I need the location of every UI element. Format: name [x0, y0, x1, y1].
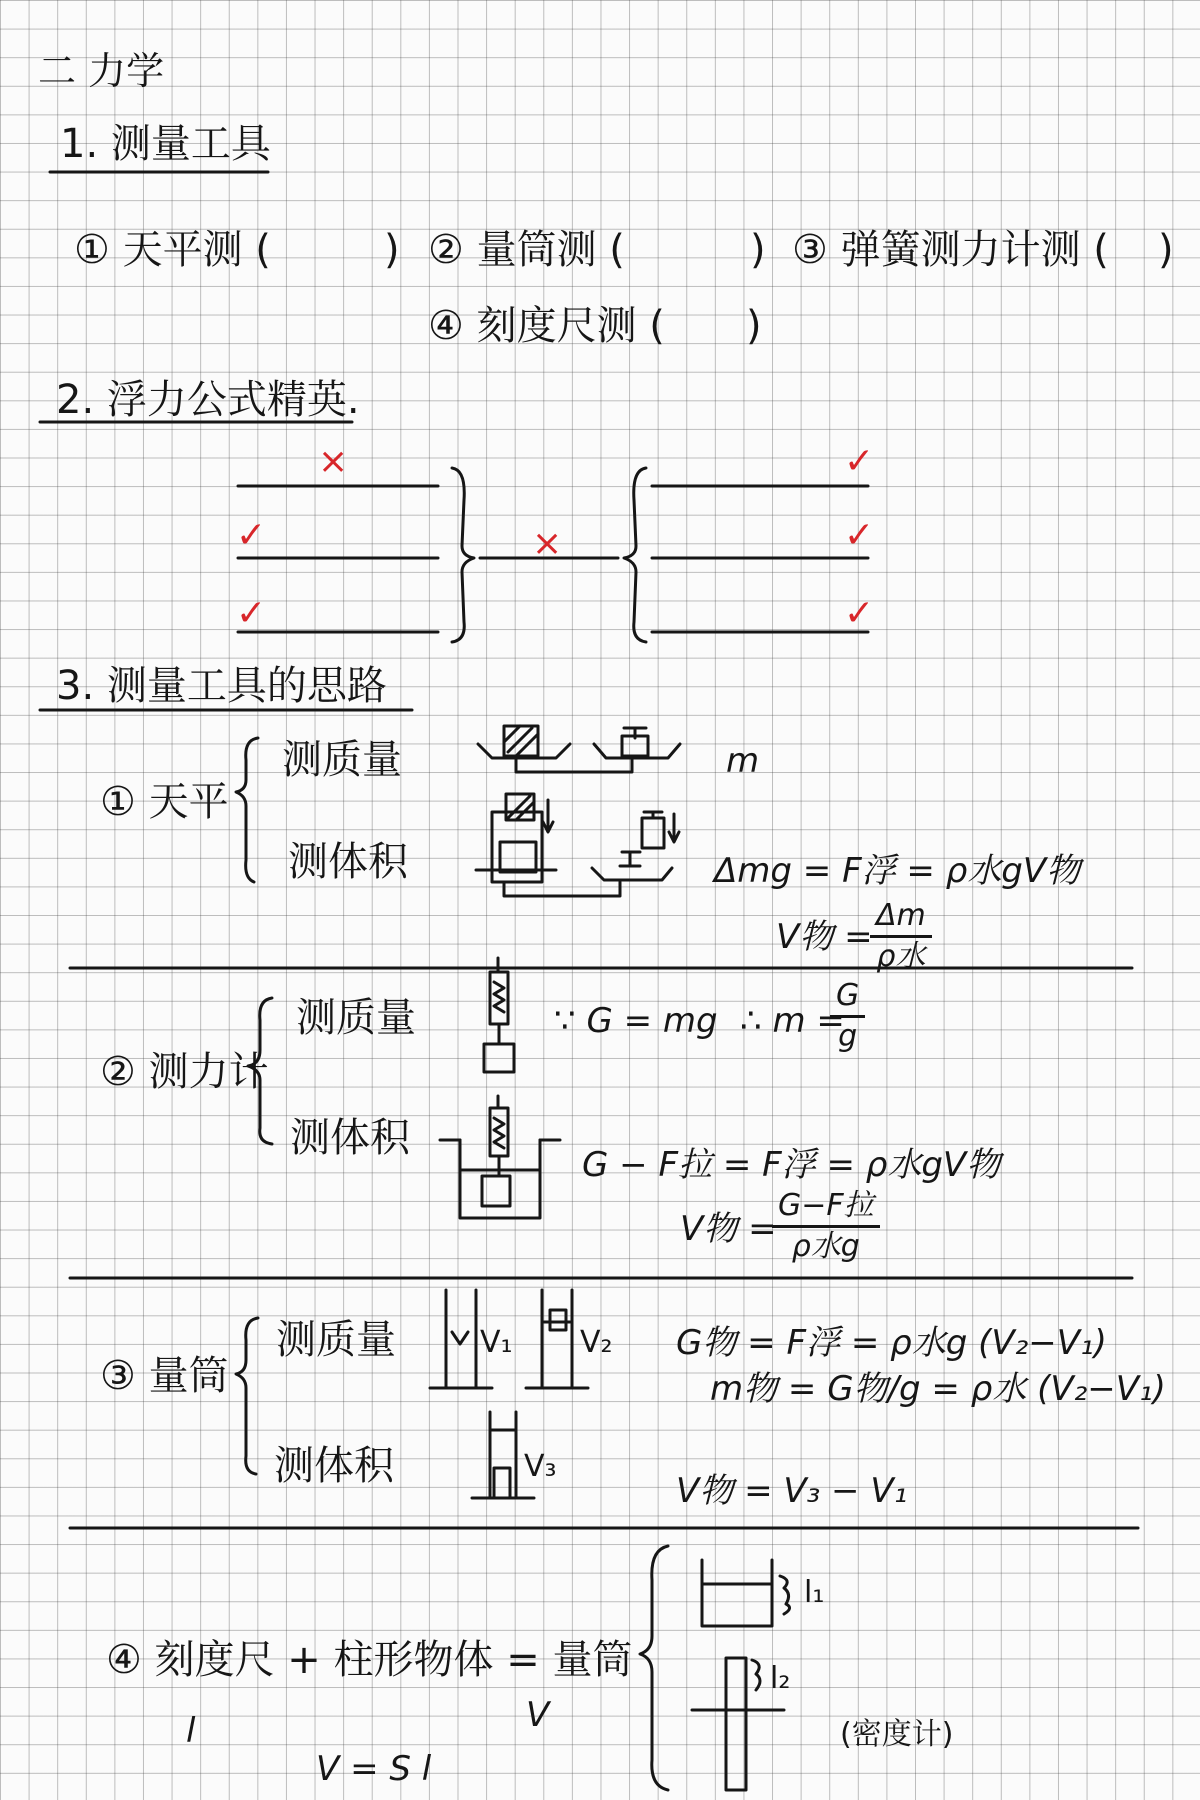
cylinder-v1-label: V₁: [480, 1325, 513, 1360]
mark-cross-1: ×: [318, 441, 349, 482]
cylinder-mass-label: 测质量: [276, 1317, 396, 1363]
mark-check-5: ✓: [844, 593, 875, 634]
ruler-note: (密度计): [840, 1717, 954, 1752]
spring-m-denominator: g: [838, 1018, 858, 1054]
balance-v-fraction: [870, 900, 932, 972]
ruler-l1: l₁: [804, 1575, 825, 1610]
mark-cross-2: ×: [532, 523, 563, 564]
spring-mass-label: 测质量: [296, 995, 416, 1041]
cylinder-eq2: m物 = G物/g = ρ水 (V₂−V₁): [710, 1369, 1166, 1409]
ruler-V: V: [526, 1695, 550, 1735]
ruler-l2: l₂: [770, 1661, 791, 1696]
ruler-line: ④ 刻度尺 + 柱形物体 = 量筒: [106, 1637, 633, 1683]
mark-check-3: ✓: [844, 441, 875, 482]
brace-ruler: [640, 1546, 668, 1790]
balance-volume-label: 测体积: [288, 839, 408, 885]
tool-spring-scale-close: ): [1158, 227, 1174, 273]
ruler-l: l: [186, 1711, 196, 1751]
balance-volume-diagram: [476, 794, 679, 896]
mark-check-4: ✓: [844, 515, 875, 556]
tool-ruler: ④ 刻度尺测 (: [428, 303, 665, 349]
tool-balance: ① 天平测 (: [74, 227, 271, 273]
container-diagram: [702, 1560, 790, 1626]
spring-m-numerator: G: [830, 980, 865, 1018]
section-title: 二 力学: [38, 49, 165, 93]
part1-title: 1. 测量工具: [60, 121, 271, 167]
spring-mass-diagram: [484, 958, 514, 1072]
balance-mass-diagram: [478, 726, 680, 772]
cylinder-v2-label: V₂: [580, 1325, 613, 1360]
cylinder-volume-label: 测体积: [274, 1443, 394, 1489]
balance-v-denominator: ρ水: [876, 938, 926, 974]
brace-cylinder: [236, 1318, 258, 1474]
spring-volume-diagram: [440, 1096, 560, 1218]
tool-spring-scale: ③ 弹簧测力计测 (: [792, 227, 1109, 273]
cylinder-eq1: G物 = F浮 = ρ水g (V₂−V₁): [676, 1323, 1107, 1363]
spring-eq2: G − F拉 = F浮 = ρ水gV物: [582, 1145, 1001, 1185]
mark-check-2: ✓: [236, 593, 267, 634]
cylinder-v2-diagram: [526, 1290, 588, 1388]
ruler-formula: V = S l: [316, 1749, 432, 1789]
balance-label: ① 天平: [100, 779, 229, 825]
brace-balance: [236, 738, 258, 882]
spring-v-denominator: ρ水g: [791, 1228, 860, 1264]
spring-v-fraction: [772, 1190, 880, 1262]
part2-title: 2. 浮力公式精英.: [56, 377, 360, 423]
tool-balance-close: ): [384, 227, 400, 273]
cylinder-eq3: V物 = V₃ − V₁: [676, 1471, 908, 1511]
tool-cylinder-close: ): [750, 227, 766, 273]
balance-eq1: Δmg = F浮 = ρ水gV物: [714, 851, 1081, 891]
spring-v-numerator: G−F拉: [772, 1190, 880, 1228]
spring-label: ② 测力计: [100, 1049, 269, 1095]
spring-eq1b: ∴ m =: [740, 1001, 845, 1041]
cylinder-label: ③ 量筒: [100, 1353, 229, 1399]
cylinder-v3-label: V₃: [524, 1449, 557, 1484]
tool-cylinder: ② 量筒测 (: [428, 227, 625, 273]
mark-check-1: ✓: [236, 515, 267, 556]
spring-volume-label: 测体积: [290, 1115, 410, 1161]
balance-v-lhs: V物 =: [776, 917, 873, 957]
part3-title: 3. 测量工具的思路: [56, 663, 387, 709]
balance-v-numerator: Δm: [870, 900, 932, 938]
balance-mass-label: 测质量: [282, 737, 402, 783]
spring-v-lhs: V物 =: [680, 1209, 777, 1249]
spring-eq1: ∵ G = mg: [554, 1001, 718, 1041]
balance-m: m: [726, 741, 760, 781]
spring-m-fraction: [830, 980, 865, 1052]
tool-ruler-close: ): [746, 303, 762, 349]
